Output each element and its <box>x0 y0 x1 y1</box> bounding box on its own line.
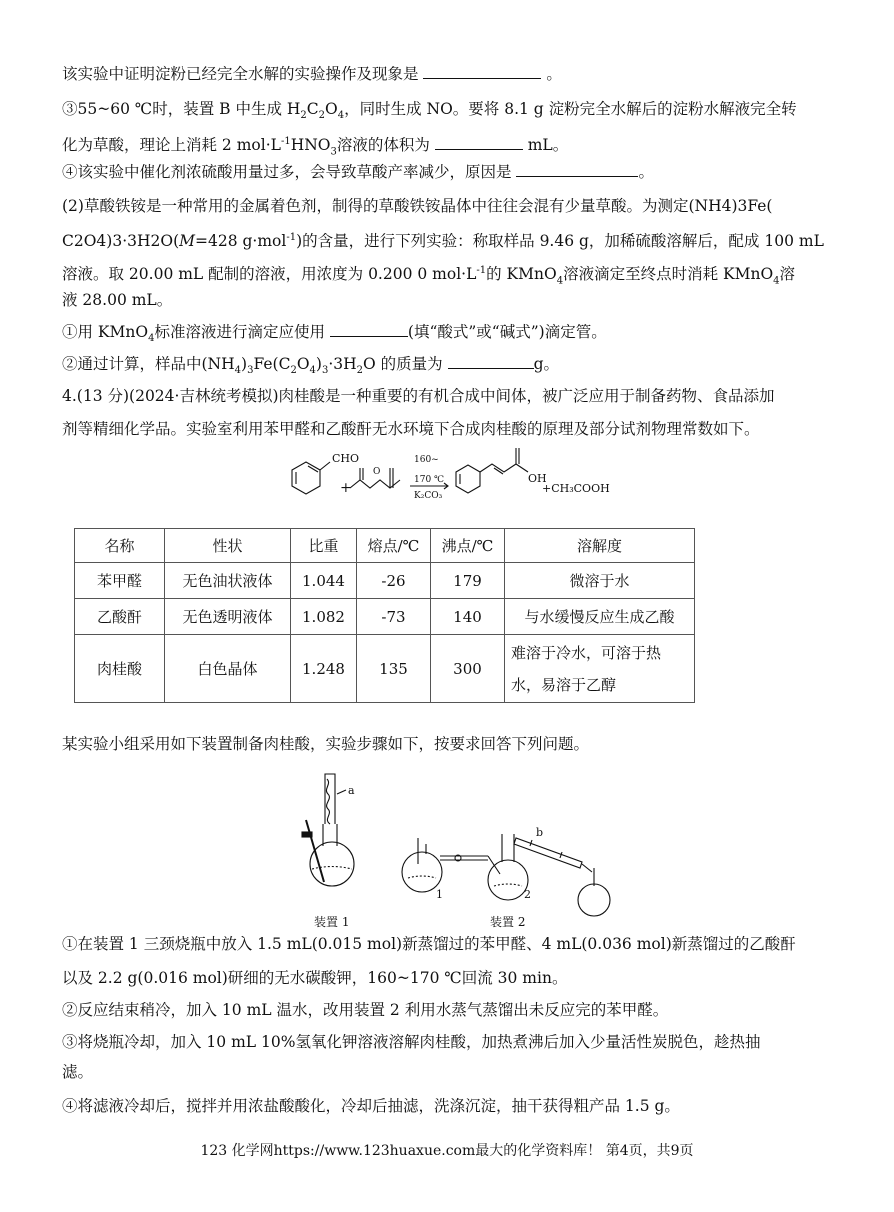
header-cell: 熔点/℃ <box>357 529 431 563</box>
question-text: 溶 <box>779 265 796 284</box>
question-text: ②通过计算，样品中(NH <box>62 355 235 373</box>
subscript: 4 <box>773 275 780 287</box>
question-text: (2)草酸铁铵是一种常用的金属着色剂，制得的草酸铁铵晶体中往往会混有少量草酸。为测定(NH4)3Fe( <box>62 197 773 215</box>
table-header-row <box>75 529 695 563</box>
text-line <box>62 419 760 439</box>
text-line <box>62 261 795 291</box>
liebig-condenser <box>514 838 582 868</box>
three-neck-flask <box>310 842 354 886</box>
subscript: 2 <box>318 110 326 122</box>
condition-catalyst: K₂CO₃ <box>414 491 443 501</box>
step-text: ③将烧瓶冷却，加入 10 mL 10%氢氧化钾溶液溶解肉桂酸，加热煮沸后加入少量活性炭脱色，趁热抽 <box>62 1033 761 1051</box>
distillation-flask <box>488 860 528 900</box>
label-2: 2 <box>524 888 531 901</box>
header-cell: 溶解度 <box>505 529 695 563</box>
table-cell: 与水缓慢反应生成乙酸 <box>505 599 695 635</box>
question-text: mL。 <box>522 136 569 155</box>
table-cell: -73 <box>357 599 431 635</box>
text-line <box>62 386 775 406</box>
question-text: 剂等精细化学品。实验室利用苯甲醛和乙酸酐无水环境下合成肉桂酸的原理及部分试剂物理常数如下。 <box>62 420 760 438</box>
header-cell: 名称 <box>75 529 165 563</box>
text-line <box>62 322 607 349</box>
subscript: 2 <box>290 365 297 377</box>
caption-apparatus-2: 装置 2 <box>490 915 526 929</box>
subscript: 4 <box>337 110 345 122</box>
header-cell: 比重 <box>291 529 357 563</box>
step-line <box>62 1032 760 1052</box>
oxygen-label: O <box>373 467 381 477</box>
question-text: ③55~60 ℃时，装置 B 中生成 H <box>62 100 301 118</box>
text-line <box>62 162 654 182</box>
table-cell: 135 <box>357 635 431 703</box>
steam-generator-flask <box>402 852 442 892</box>
text-line <box>62 132 568 162</box>
header-cell: 沸点/℃ <box>431 529 505 563</box>
italic-symbol: M <box>179 232 195 251</box>
subscript: 4 <box>148 333 155 345</box>
label-a: a <box>348 784 355 797</box>
properties-table <box>74 528 695 703</box>
subscript: 3 <box>247 365 254 377</box>
step-text: ①在装置 1 三颈烧瓶中放入 1.5 mL(0.015 mol)新蒸馏过的苯甲醛、4 mL(0.036 mol)新蒸馏过的乙酸酐 <box>62 935 796 953</box>
step-line <box>62 1000 668 1020</box>
answer-blank[interactable] <box>435 135 523 150</box>
table-cell: 肉桂酸 <box>75 635 165 703</box>
table-cell: 140 <box>431 599 505 635</box>
superscript: -1 <box>280 136 291 147</box>
text-line <box>62 734 589 754</box>
step-text: ②反应结束稍冷，加入 10 mL 温水，改用装置 2 利用水蒸气蒸馏出未反应完的苯甲醛。 <box>62 1001 669 1019</box>
subscript: 3 <box>330 146 337 158</box>
answer-blank[interactable] <box>423 64 541 79</box>
question-text: 液 28.00 mL。 <box>62 291 173 309</box>
question-text: =428 g·mol <box>195 232 287 251</box>
table-cell: 300 <box>431 635 505 703</box>
condition-temp: 170 ℃ <box>414 475 445 485</box>
question-text: (填“酸式”或“碱式”)滴定管。 <box>407 323 607 341</box>
step-line <box>62 934 796 954</box>
subscript: 4 <box>556 275 564 287</box>
subscript: 2 <box>300 110 307 122</box>
text-line <box>62 196 772 216</box>
question-text: Fe(C <box>253 355 291 373</box>
text-line <box>62 354 559 381</box>
question-text: 标准溶液进行滴定应使用 <box>154 323 325 341</box>
table-cell: 1.082 <box>291 599 357 635</box>
page-footer: 123 化学网https://www.123huaxue.com最大的化学资料库！ 第4页，共9页 <box>200 1143 694 1159</box>
table-cell: 乙酸酐 <box>75 599 165 635</box>
punctuation: 。 <box>638 163 654 181</box>
question-text: ④该实验中催化剂浓硫酸用量过多，会导致草酸产率减少，原因是 <box>62 163 512 181</box>
question-text: 溶液滴定至终点时消耗 KMnO <box>563 265 774 284</box>
receiving-flask <box>578 884 610 916</box>
question-text: 溶液。取 20.00 mL 配制的溶液，用浓度为 0.200 0 mol·L <box>62 265 477 284</box>
table-row <box>75 563 695 599</box>
question-text: 该实验中证明淀粉已经完全水解的实验操作及现象是 <box>62 65 419 83</box>
question-text: 溶液的体积为 <box>336 136 430 155</box>
byproduct-label: +CH₃COOH <box>542 482 610 495</box>
question-text: ) <box>315 355 322 373</box>
reaction-scheme <box>270 440 630 516</box>
question-heading: 4.(13 分)(2024·吉林统考模拟)肉桂酸是一种重要的有机合成中间体，被广泛应用于制备药物、食品添加 <box>62 387 775 405</box>
label-b: b <box>536 826 544 839</box>
question-text: O <box>296 355 310 373</box>
subscript: 4 <box>309 365 316 377</box>
answer-blank[interactable] <box>516 162 638 177</box>
superscript: -1 <box>286 232 297 243</box>
condition-temp-top: 160~ <box>414 455 439 465</box>
question-text: C2O4)3·3H2O( <box>62 232 180 251</box>
punctuation: 。 <box>546 65 562 83</box>
question-text: )的含量，进行下列实验：称取样品 9.46 g，加稀硫酸溶解后，配成 100 mL <box>296 232 824 251</box>
table-cell: 无色透明液体 <box>165 599 291 635</box>
question-text: ) <box>241 355 248 373</box>
question-text: 的 KMnO <box>486 265 557 284</box>
aldehyde-label: CHO <box>332 452 360 465</box>
caption-apparatus-1: 装置 1 <box>314 915 350 929</box>
question-text: HNO <box>290 136 331 155</box>
table-cell: 苯甲醛 <box>75 563 165 599</box>
question-text: g。 <box>533 355 560 373</box>
table-cell: 1.044 <box>291 563 357 599</box>
table-cell: 白色晶体 <box>165 635 291 703</box>
text-line <box>62 228 824 251</box>
answer-blank[interactable] <box>330 322 408 337</box>
reflux-condenser <box>325 774 335 824</box>
header-cell: 性状 <box>165 529 291 563</box>
step-line <box>62 968 567 988</box>
step-line <box>62 1096 680 1116</box>
superscript: -1 <box>476 265 487 276</box>
text-line <box>62 290 172 310</box>
step-text: ④将滤液冷却后，搅拌并用浓盐酸酸化，冷却后抽滤，洗涤沉淀，抽干获得粗产品 1.5 g。 <box>62 1097 680 1115</box>
table-cell: -26 <box>357 563 431 599</box>
step-line <box>62 1062 93 1082</box>
label-1: 1 <box>436 888 443 901</box>
table-cell: 1.248 <box>291 635 357 703</box>
step-text: 滤。 <box>62 1063 94 1081</box>
question-text: ，同时生成 NO。要将 8.1 g 淀粉完全水解后的淀粉水解液完全转 <box>344 100 797 118</box>
subscript: 2 <box>356 365 364 377</box>
step-text: 以及 2.2 g(0.016 mol)研细的无水碳酸钾，160~170 ℃回流 30 min。 <box>62 969 568 987</box>
subscript: 3 <box>321 365 329 377</box>
table-row <box>75 599 695 635</box>
question-text: 某实验小组采用如下装置制备肉桂酸，实验步骤如下，按要求回答下列问题。 <box>62 735 590 753</box>
question-text: O <box>325 100 338 118</box>
question-text: C <box>306 100 319 118</box>
table-cell: 微溶于水 <box>505 563 695 599</box>
subscript: 4 <box>234 365 242 377</box>
text-line <box>62 99 797 126</box>
table-row <box>75 635 695 703</box>
answer-blank[interactable] <box>448 354 534 369</box>
hydroxyl-label: OH <box>528 472 547 485</box>
question-text: ①用 KMnO <box>62 323 149 341</box>
table-cell: 179 <box>431 563 505 599</box>
text-line <box>62 64 562 84</box>
apparatus-diagram <box>290 764 630 934</box>
question-text: O 的质量为 <box>363 355 443 373</box>
question-text: 化为草酸，理论上消耗 2 mol·L <box>62 136 281 155</box>
table-cell: 无色油状液体 <box>165 563 291 599</box>
table-cell: 难溶于冷水，可溶于热水，易溶于乙醇 <box>505 635 695 703</box>
plus-sign: + <box>340 480 352 496</box>
question-text: ·3H <box>328 355 357 373</box>
